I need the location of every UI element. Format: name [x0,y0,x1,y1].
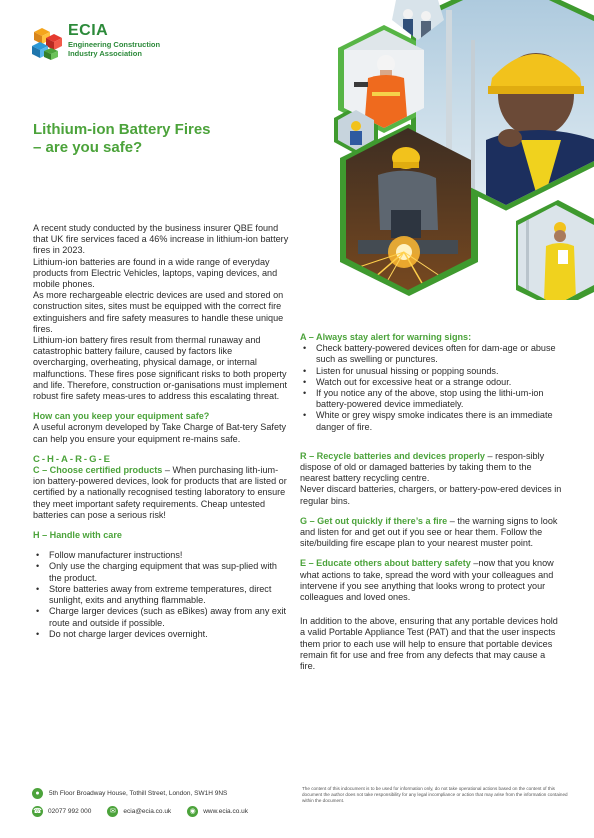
footer-contact-row [32,806,264,817]
c-heading: C – Choose certified products [33,465,163,476]
title-line1: Lithium-ion Battery Fires [33,121,211,138]
g-section [300,516,562,550]
list-item: • If you notice any of the above, stop using the lithi-um-ion battery-powered device immediately. [300,388,562,410]
logo-sub-line1: Engineering Construction [68,40,161,49]
charge-acronym: C-H-A-R-G-E [33,453,112,465]
list-item: • Only use the charging equipment that was sup-plied with the product. [33,561,289,583]
list-item: • Check battery-powered devices often for dam-age or abuse such as swelling or punctures. [300,343,562,365]
footer-web[interactable]: www.ecia.co.uk [203,808,248,815]
footer-address-row [32,788,227,799]
keep-safe-heading: How can you keep your equipment safe? [33,411,210,422]
intro-paragraph-4: Lithium-ion battery fires result from thermal runaway and catastrophic battery failure, caused by factors like overcharging, overheating, physical damage, or internal malfunctions. These fires pose significant risks to both property and life. Therefore, construction or-ganisations must implement robust fire safety meas-ures to address this escalating threat. [33,335,288,402]
hero-image-collage [296,0,594,300]
keep-safe-text: A useful acronym developed by Take Charge of Bat-tery Safety can help you ensure your equipment re-mains safe. [33,422,287,444]
r-heading: R – Recycle batteries and devices properly [300,450,485,461]
a-bullet-list [300,343,562,433]
list-item: • Watch out for excessive heat or a strange odour. [300,377,562,388]
c-section [33,465,289,521]
page-title [33,121,253,157]
list-item: • Store batteries away from extreme temperatures, direct sunlight, exits and anything flammable. [33,584,289,606]
footer-email-item[interactable] [107,806,171,817]
e-heading: E – Educate others about battery safety [300,558,471,569]
ecia-logo [32,22,182,62]
footer-phone: 02077 992 000 [48,808,92,815]
list-item: • Listen for unusual hissing or popping sounds. [300,366,562,377]
e-section [300,558,562,603]
list-item: • Follow manufacturer instructions! [33,550,289,561]
left-column [33,223,289,640]
intro-paragraph-1: A recent study conducted by the business insurer QBE found that UK fire services faced a 46% increase in lithium-ion battery fires in 2023. [33,223,289,256]
footer-disclaimer: The content of this indocument is to be used for information only, do not take operational actions based on the content of this document the author does not take responsibility for any legal incompliance or action that may arise from the information contained within the document. [302,786,568,803]
intro-paragraph-2: Lithium-ion batteries are found in a wide range of everyday products from Electric Vehicles, laptops, vaping devices, and mobile phones. [33,256,278,290]
h-heading: H – Handle with care [33,530,122,541]
logo-name: ECIA [68,22,109,39]
g-text: – the warning signs to look and listen for and get out if you see or hear them. Follow the site/building fire escape plan to your nearest muster point. [300,515,558,549]
c-text: – When purchasing lith-ium-ion battery-powered devices, look for products that are listed or certified by a nationally recognised testing laboratory to ensure they meet important safety requirements. Cheap untested batteries can pose a serious risk! [33,465,287,520]
footer-web-item[interactable] [187,806,248,817]
title-line2: – are you safe? [33,139,143,156]
email-icon: ✉ [107,806,118,817]
logo-sub-line2: Industry Association [68,48,142,58]
h-bullet-list [33,550,289,640]
e-text: –now that you know what actions to take, spread the word with your colleagues and intervene if you see anything that looks wrong to protect your colleagues and loved ones. [300,558,554,603]
r-section [300,451,562,485]
closing-paragraph: In addition to the above, ensuring that any portable devices hold a valid Portable Appliance Test (PAT) and that the user inspects them prior to each use will help to ensure that portable devices remain fit for use and free from any defects that may cause a fire. [300,616,558,672]
footer-email[interactable]: ecia@ecia.co.uk [123,808,172,815]
footer [32,776,572,826]
right-column [300,332,562,672]
g-heading: G – Get out quickly if there’s a fire [300,515,448,526]
a-heading: A – Always stay alert for warning signs: [300,332,472,342]
r-text: – respon-sibly dispose of old or damaged batteries by taking them to the nearest battery recycling centre. [300,450,545,484]
location-pin-icon: ● [32,788,43,799]
cubes-logo-icon [32,26,64,60]
r-text-2: Never discard batteries, chargers, or battery-pow-ered devices in regular bins. [300,484,562,506]
list-item: • Do not charge larger devices overnight. [33,629,289,640]
logo-subtitle [68,41,160,58]
footer-phone-item [32,806,91,817]
list-item: • Charge larger devices (such as eBikes) away from any exit route and outside if possible. [33,606,289,628]
footer-address: 5th Floor Broadway House, Tothill Street, London, SW1H 9NS [49,790,228,797]
globe-icon: ◉ [187,806,198,817]
list-item: • White or grey wispy smoke indicates there is an immediate danger of fire. [300,410,562,432]
phone-icon: ☎ [33,808,42,815]
intro-paragraph-3: As more rechargeable electric devices are used and stored on construction sites, sites must be equipped with the correct fire extinguishers and fire safety measures to handle these unique fires. [33,290,284,334]
